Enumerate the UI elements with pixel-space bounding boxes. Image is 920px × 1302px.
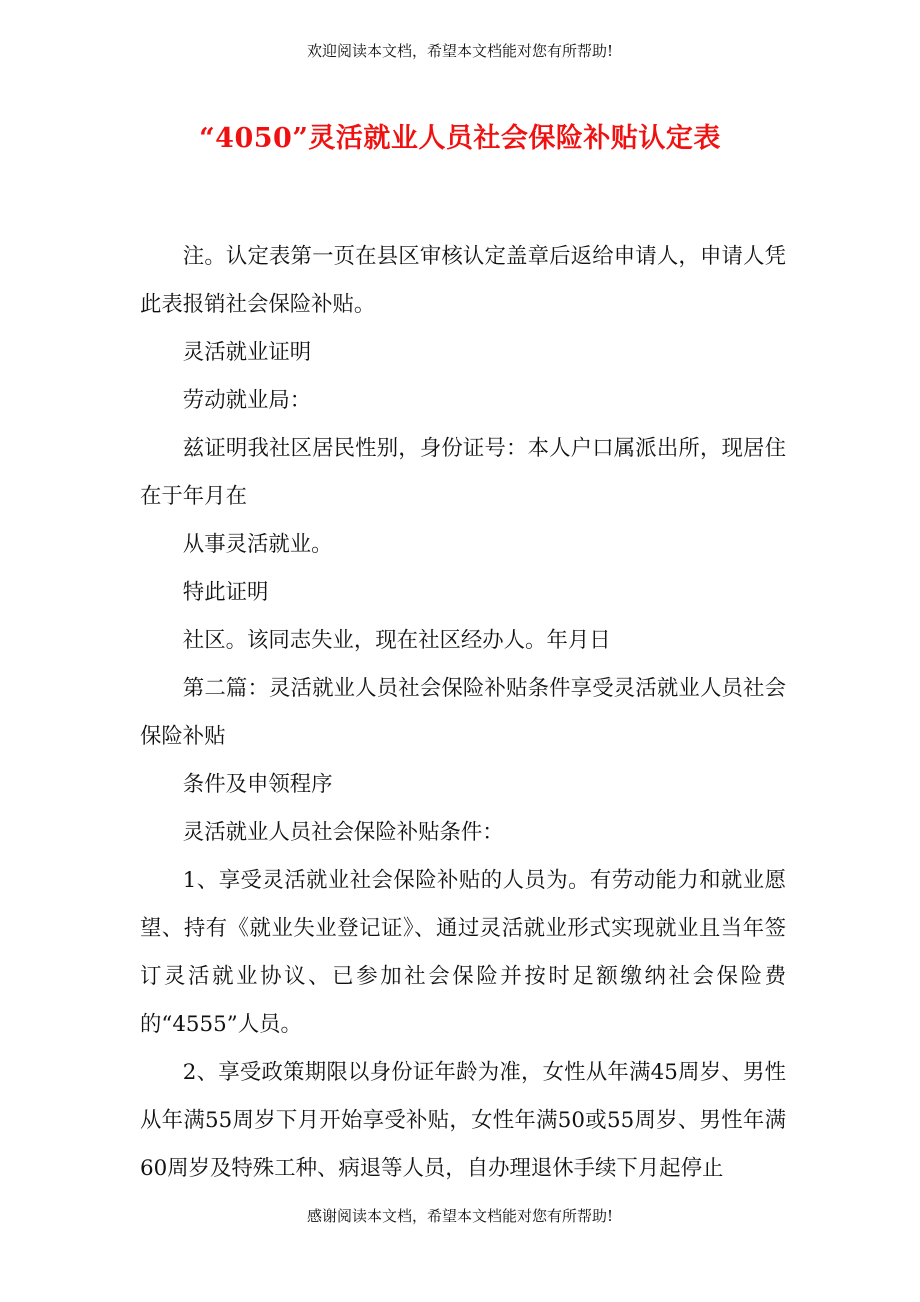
paragraph: 2、享受政策期限以身份证年龄为准，女性从年满45周岁、男性从年满55周岁下月开始享受补贴，女性年满50或55周岁、男性年满60周岁及特殊工种、病退等人员，自办理退休手续下月起停止 <box>140 1060 786 1181</box>
page-footer: 感谢阅读本文档，希望本文档能对您有所帮助! <box>306 1207 614 1225</box>
paragraph: 从事灵活就业。 <box>182 532 333 557</box>
paragraph: 条件及申领程序 <box>182 772 333 797</box>
paragraph: 注。认定表第一页在县区审核认定盖章后返给申请人，申请人凭此表报销社会保险补贴。 <box>140 244 786 317</box>
document-title: “4050”灵活就业人员社会保险补贴认定表 <box>199 123 721 154</box>
paragraph: 特此证明 <box>182 580 269 605</box>
document-body <box>140 233 786 1193</box>
paragraph: 灵活就业证明 <box>182 340 312 365</box>
paragraph: 社区。该同志失业，现在社区经办人。年月日 <box>182 628 611 653</box>
page-header: 欢迎阅读本文档，希望本文档能对您有所帮助! <box>306 42 614 60</box>
paragraph: 劳动就业局： <box>182 388 312 413</box>
paragraph: 第二篇：灵活就业人员社会保险补贴条件享受灵活就业人员社会保险补贴 <box>140 676 786 749</box>
paragraph: 1、享受灵活就业社会保险补贴的人员为。有劳动能力和就业愿望、持有《就业失业登记证》、通过灵活就业形式实现就业且当年签订灵活就业协议、已参加社会保险并按时足额缴纳社会保险费的“4555”人员。 <box>140 868 786 1037</box>
paragraph: 灵活就业人员社会保险补贴条件： <box>182 820 504 845</box>
paragraph: 兹证明我社区居民性别，身份证号：本人户口属派出所，现居住在于年月在 <box>140 436 786 509</box>
